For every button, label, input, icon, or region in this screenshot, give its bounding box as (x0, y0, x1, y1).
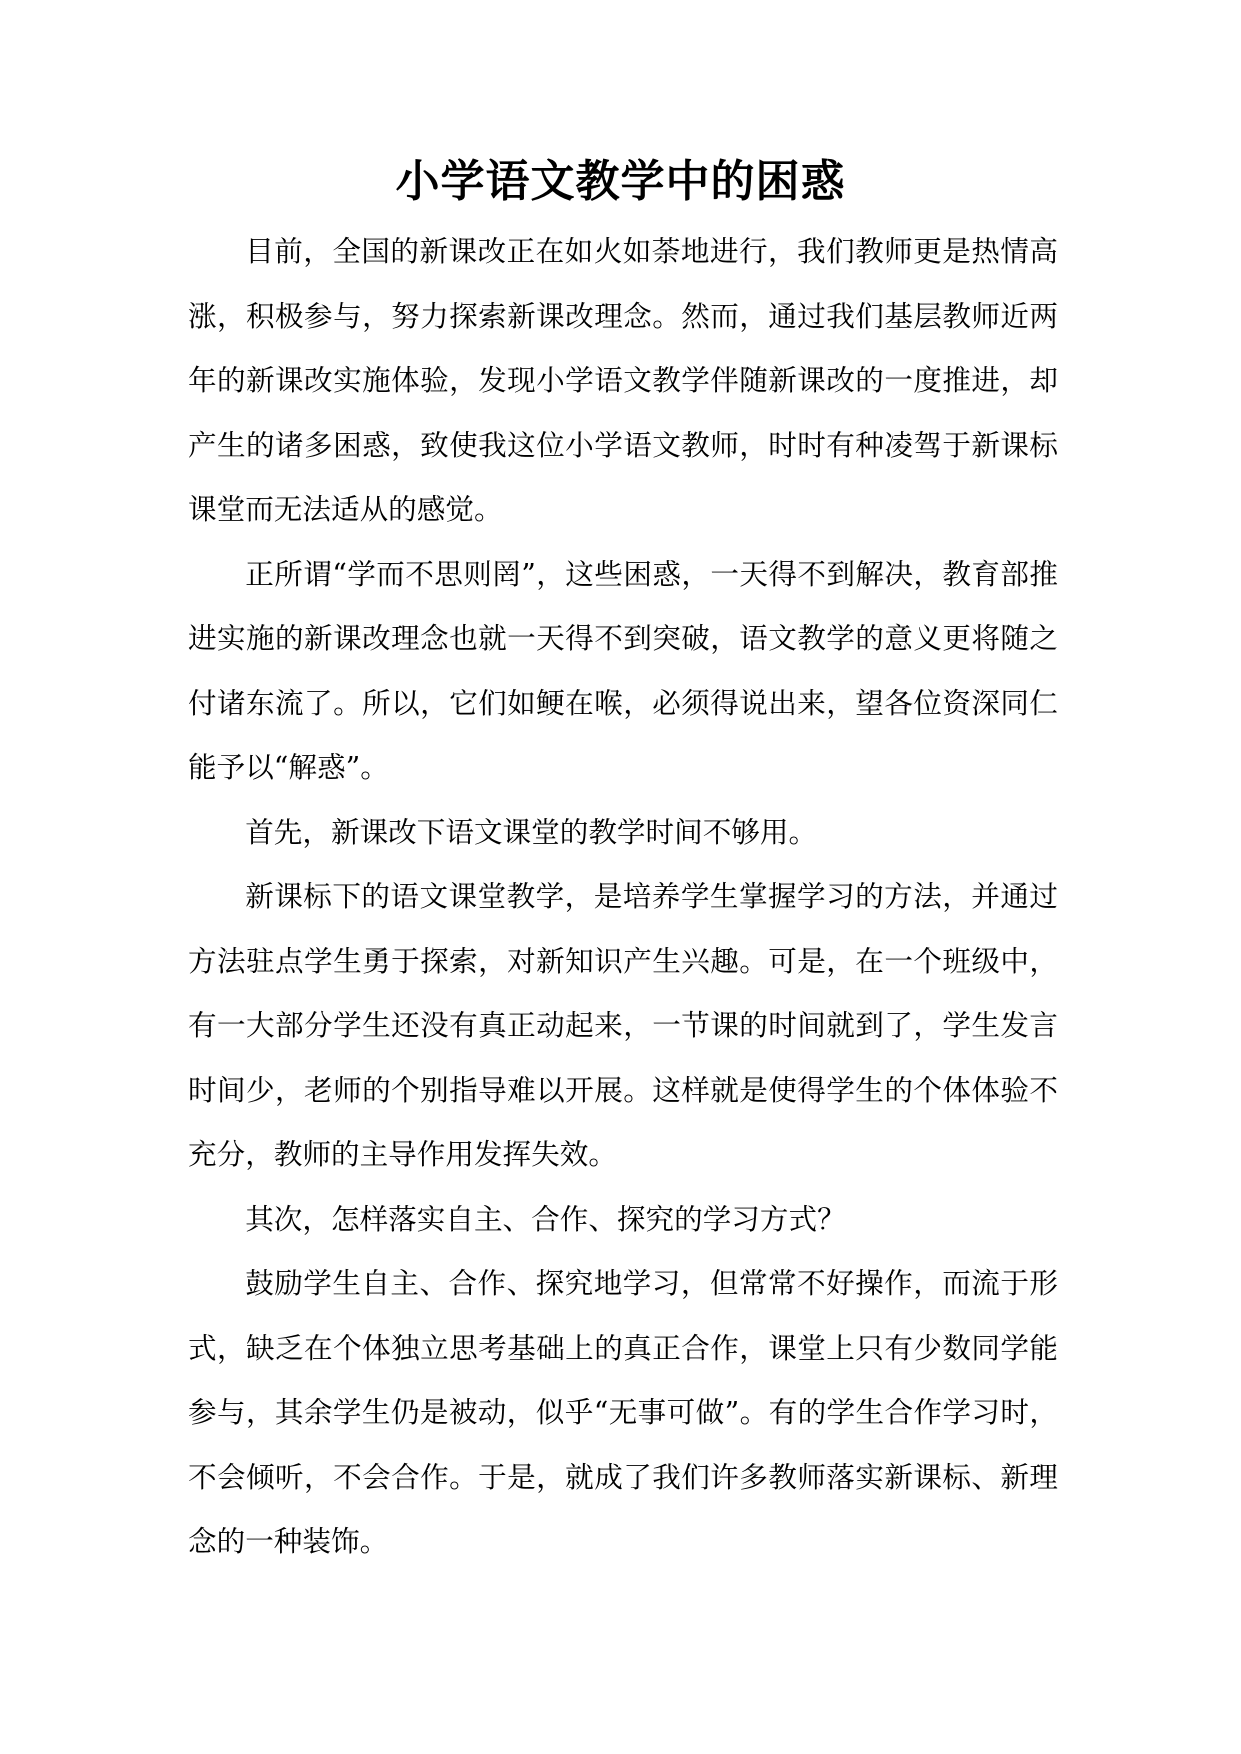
paragraph-second-detail: 鼓励学生自主、合作、探究地学习，但常常不好操作，而流于形式，缺乏在个体独立思考基础上的真正合作，课堂上只有少数同学能参与，其余学生仍是被动，似乎“无事可做”。有的学生合作学习时，不会倾听，不会合作。于是，就成了我们许多教师落实新课标、新理念的一种装饰。 (188, 1266, 1058, 1558)
paragraph-significance: 正所谓“学而不思则罔”，这些困惑，一天得不到解决，教育部推进实施的新课改理念也就一天得不到突破，语文教学的意义更将随之付诸东流了。所以，它们如鲠在喉，必须得说出来，望各位资深同仁能予以“解惑”。 (188, 556, 1058, 784)
paragraph-first-point: 首先，新课改下语文课堂的教学时间不够用。 (245, 814, 818, 849)
document-body (188, 219, 1058, 1574)
page-title: 小学语文教学中的困惑 (395, 156, 846, 207)
paragraph-first-detail: 新课标下的语文课堂教学，是培养学生掌握学习的方法，并通过方法驻点学生勇于探索，对新知识产生兴趣。可是，在一个班级中，有一大部分学生还没有真正动起来，一节课的时间就到了，学生发言时间少，老师的个别指导难以开展。这样就是使得学生的个体体验不充分，教师的主导作用发挥失效。 (188, 879, 1058, 1171)
paragraph-intro: 目前，全国的新课改正在如火如荼地进行，我们教师更是热情高涨，积极参与，努力探索新课改理念。然而，通过我们基层教师近两年的新课改实施体验，发现小学语文教学伴随新课改的一度推进，却产生的诸多困惑，致使我这位小学语文教师，时时有种凌驾于新课标课堂而无法适从的感觉。 (188, 234, 1058, 526)
paragraph-second-point: 其次，怎样落实自主、合作、探究的学习方式？ (245, 1201, 846, 1236)
